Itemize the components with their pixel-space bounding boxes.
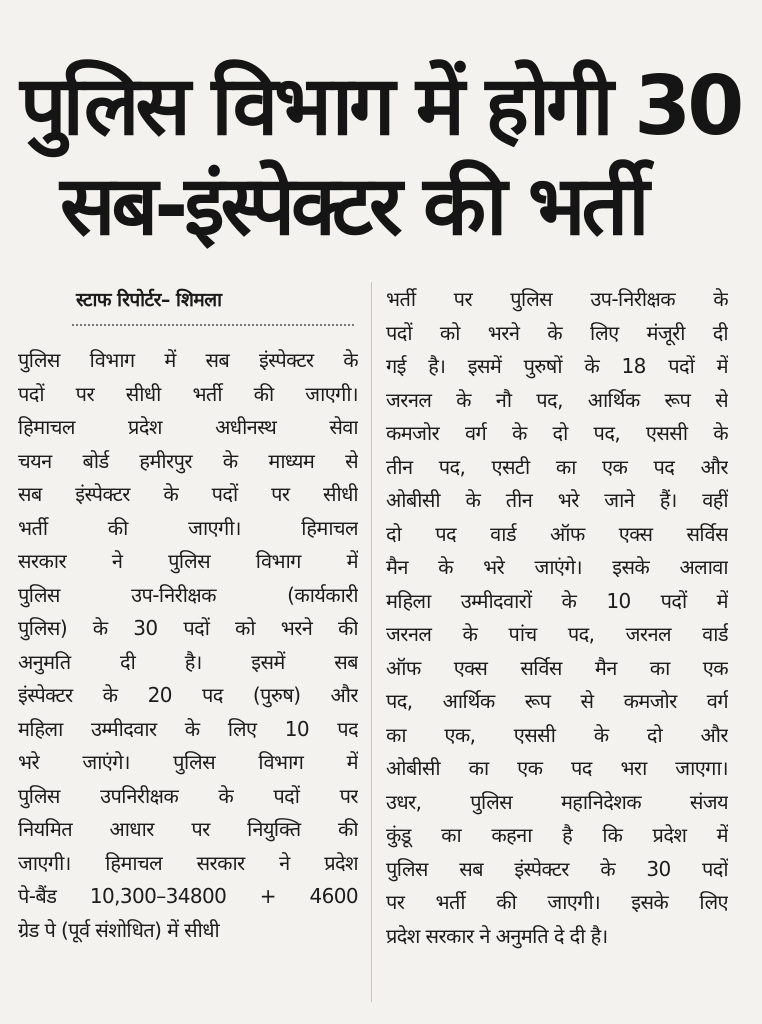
body-text-line: पदों पर सीधी भर्ती की जाएगी। — [18, 381, 358, 406]
body-text-line: उधर, पुलिस महानिदेशक संजय — [386, 789, 728, 814]
body-text-line: पुलिस उपनिरीक्षक के पदों पर — [18, 783, 358, 808]
byline-divider — [72, 324, 354, 326]
body-text-line: नियमित आधार पर नियुक्ति की — [18, 817, 358, 841]
body-text-line: पर भर्ती की जाएगी। इसके लिए — [386, 890, 728, 914]
body-text-line: सरकार ने पुलिस विभाग में — [18, 549, 358, 573]
body-text-line: पुलिस) के 30 पदों को भरने की — [18, 616, 358, 640]
body-text-line: पुलिस सब इंस्पेक्टर के 30 पदों — [386, 856, 728, 881]
body-text-line: कमजोर वर्ग के दो पद, एससी के — [386, 421, 728, 445]
column-divider — [371, 282, 372, 1002]
body-text-line: गई है। इसमें पुरुषों के 18 पदों में — [386, 354, 728, 378]
body-text-line: महिला उम्मीदवारों के 10 पदों में — [386, 588, 728, 613]
headline-line-1: पुलिस विभाग में होगी 30 — [20, 59, 741, 154]
body-text-line: पुलिस विभाग में सब इंस्पेक्टर के — [18, 348, 358, 372]
body-text-line: चयन बोर्ड हमीरपुर के माध्यम से — [18, 448, 358, 473]
body-text-line: ओबीसी के तीन भरे जाने हैं। वहीं — [386, 488, 728, 512]
body-text-line: ओबीसी का एक पद भरा जाएगा। — [386, 756, 728, 780]
byline: स्टाफ रिपोर्टर– शिमला — [76, 289, 222, 311]
body-text-line: हिमाचल प्रदेश अधीनस्थ सेवा — [18, 415, 358, 439]
body-text-line: कुंडू का कहना है कि प्रदेश में — [386, 823, 728, 847]
body-text-line: प्रदेश सरकार ने अनुमति दे दी है। — [386, 923, 608, 948]
body-text-line: पुलिस उप-निरीक्षक (कार्यकारी — [18, 582, 358, 607]
article-body-left-column — [18, 344, 358, 947]
body-text-line: पदों को भरने के लिए मंजूरी दी — [386, 320, 728, 345]
body-text-line: का एक, एससी के दो और — [386, 722, 728, 747]
body-text-line: भर्ती की जाएगी। हिमाचल — [18, 515, 358, 540]
body-text-line: महिला उम्मीदवार के लिए 10 पद — [18, 716, 358, 741]
body-text-line: अनुमति दी है। इसमें सब — [18, 649, 358, 674]
body-text-line: ऑफ एक्स सर्विस मैन का एक — [386, 655, 728, 680]
body-text-line: जाएगी। हिमाचल सरकार ने प्रदेश — [18, 850, 358, 875]
body-text-line: भर्ती पर पुलिस उप-निरीक्षक के — [386, 287, 728, 311]
article-body-right-column — [386, 283, 728, 953]
body-text-line: भरे जाएंगे। पुलिस विभाग में — [18, 750, 358, 774]
body-text-line: जरनल के नौ पद, आर्थिक रूप से — [386, 387, 728, 412]
body-text-line: ग्रेड पे (पूर्व संशोधित) में सीधी — [18, 917, 220, 942]
body-text-line: सब इंस्पेक्टर के पदों पर सीधी — [18, 482, 358, 506]
headline-line-2: सब-इंस्पेक्टर की भर्ती — [60, 159, 646, 254]
body-text-line: तीन पद, एसटी का एक पद और — [386, 454, 728, 479]
body-text-line: इंस्पेक्टर के 20 पद (पुरुष) और — [18, 683, 358, 707]
body-text-line: मैन के भरे जाएंगे। इसके अलावा — [386, 555, 728, 579]
body-text-line: पद, आर्थिक रूप से कमजोर वर्ग — [386, 689, 728, 713]
body-text-line: पे-बैंड 10,300–34800 + 4600 — [18, 884, 358, 908]
body-text-line: जरनल के पांच पद, जरनल वार्ड — [386, 622, 728, 646]
body-text-line: दो पद वार्ड ऑफ एक्स सर्विस — [386, 521, 728, 546]
